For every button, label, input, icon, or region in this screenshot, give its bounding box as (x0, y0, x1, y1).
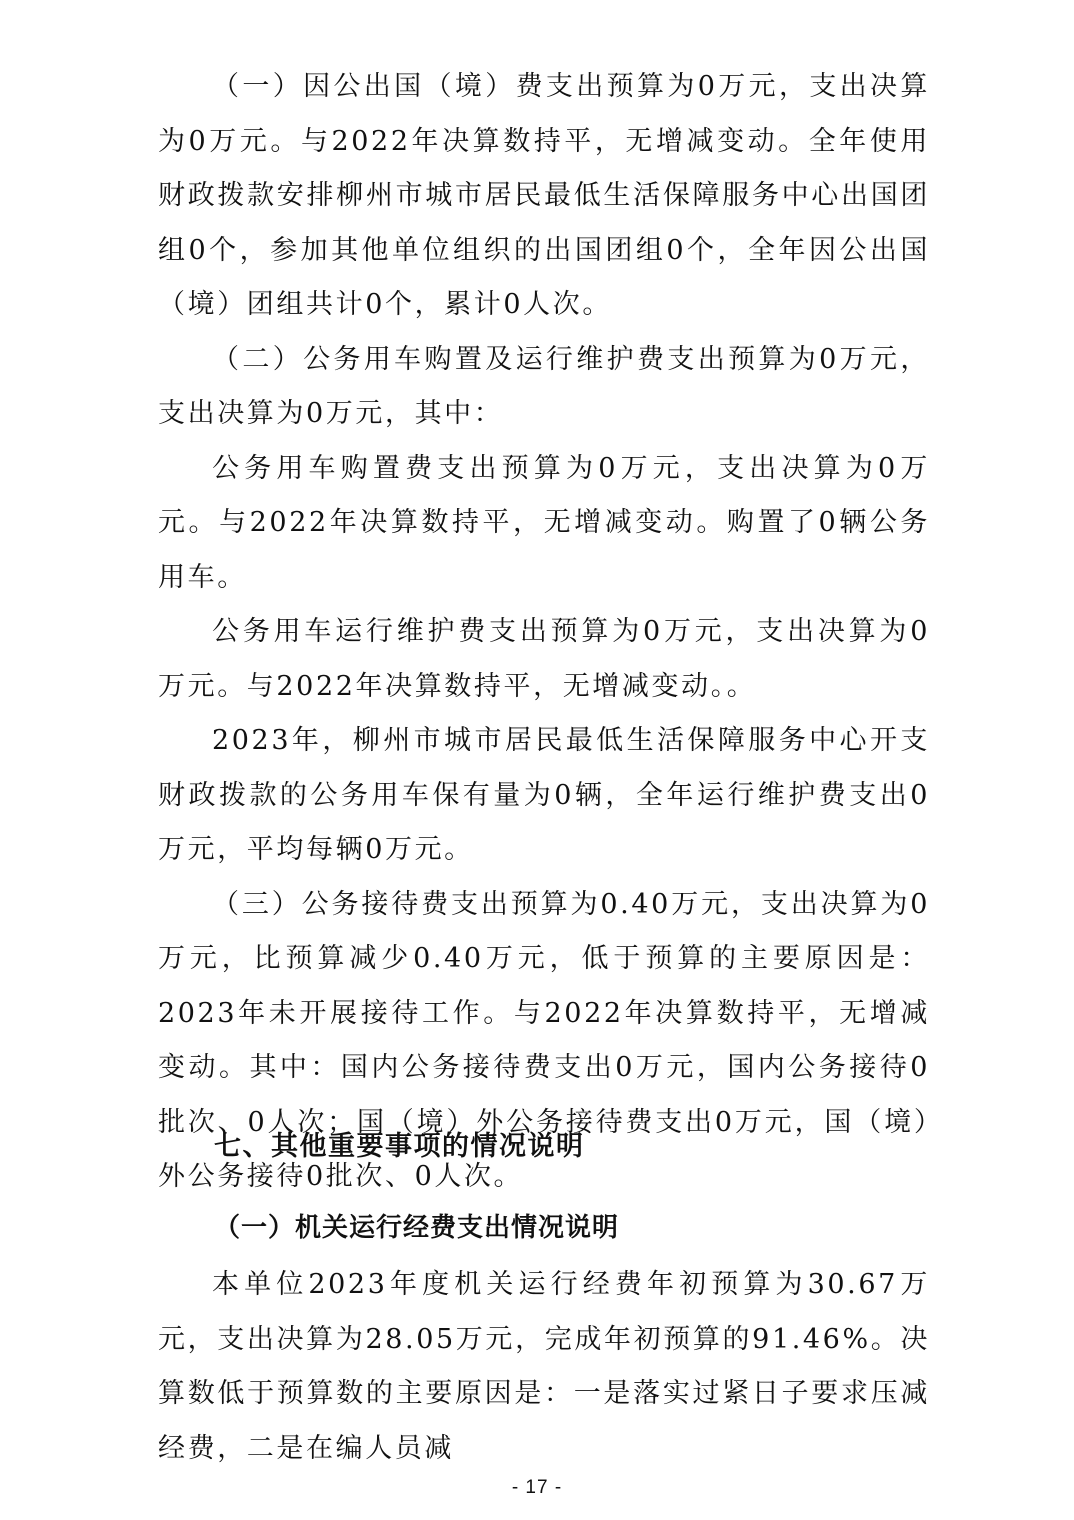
paragraph-reception: （三）公务接待费支出预算为0.40万元，支出决算为0万元，比预算减少0.40万元，低于预算的主要原因是：2023年未开展接待工作。与2022年决算数持平，无增减变动。其中：国内公务接待费支出0万元，国内公务接待0批次、0人次；国（境）外公务接待费支出0万元，国（境）外公务接待0批次、0人次。 (158, 888, 930, 1192)
paragraph-vehicle-holdings: 2023年，柳州市城市居民最低生活保障服务中心开支财政拨款的公务用车保有量为0辆，全年运行维护费支出0万元，平均每辆0万元。 (158, 725, 930, 865)
subsection-heading: （一）机关运行经费支出情况说明 (214, 1213, 620, 1243)
paragraph-vehicle-purchase: 公务用车购置费支出预算为0万元，支出决算为0万元。与2022年决算数持平，无增减变动。购置了0辆公务用车。 (158, 452, 930, 593)
document-body-continued (158, 1258, 930, 1476)
document-body (158, 60, 930, 1205)
page-number: - 17 - (511, 1477, 563, 1498)
paragraph-vehicle-maintenance: 公务用车运行维护费支出预算为0万元，支出决算为0万元。与2022年决算数持平，无增减变动。。 (158, 616, 930, 702)
paragraph-vehicle-summary: （二）公务用车购置及运行维护费支出预算为0万元，支出决算为0万元，其中： (158, 343, 930, 429)
paragraph-overseas-travel: （一）因公出国（境）费支出预算为0万元，支出决算为0万元。与2022年决算数持平，无增减变动。全年使用财政拨款安排柳州市城市居民最低生活保障服务中心出国团组0个，参加其他单位组织的出国团组0个，全年因公出国（境）团组共计0个，累计0人次。 (158, 71, 930, 320)
paragraph-operating-expenses: 本单位2023年度机关运行经费年初预算为30.67万元，支出决算为28.05万元，完成年初预算的91.46%。决算数低于预算数的主要原因是：一是落实过紧日子要求压减经费，二是在编人员减 (158, 1269, 930, 1464)
section-heading: 七、其他重要事项的情况说明 (214, 1131, 585, 1162)
